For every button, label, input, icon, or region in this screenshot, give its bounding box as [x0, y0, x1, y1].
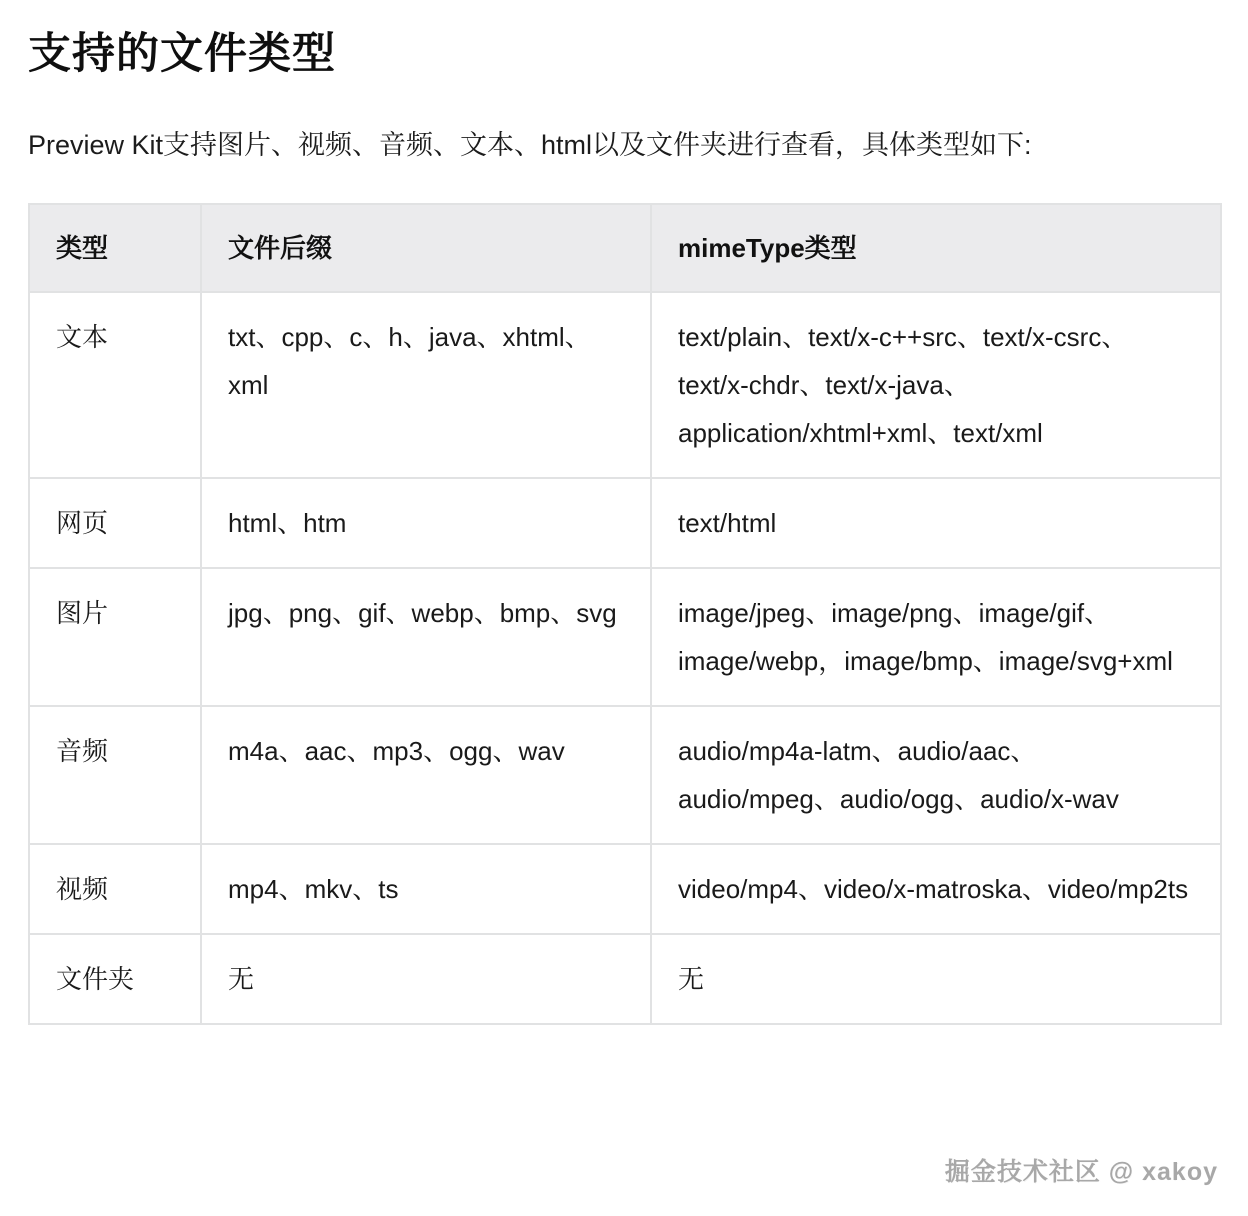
header-cell-mimetype: mimeType类型 [651, 204, 1221, 292]
table-row [29, 478, 1221, 568]
cell-mime: video/mp4、video/x-matroska、video/mp2ts [651, 844, 1221, 934]
cell-extensions: 无 [201, 934, 651, 1024]
cell-type: 网页 [29, 478, 201, 568]
cell-extensions: txt、cpp、c、h、java、xhtml、xml [201, 292, 651, 478]
cell-type: 文本 [29, 292, 201, 478]
table-row [29, 934, 1221, 1024]
table-row [29, 844, 1221, 934]
table-header [29, 204, 1221, 292]
cell-type: 文件夹 [29, 934, 201, 1024]
cell-extensions: mp4、mkv、ts [201, 844, 651, 934]
cell-mime: text/plain、text/x-c++src、text/x-csrc、text/x-chdr、text/x-java、application/xhtml+xml、text/xml [651, 292, 1221, 478]
header-cell-type: 类型 [29, 204, 201, 292]
cell-type: 视频 [29, 844, 201, 934]
cell-extensions: m4a、aac、mp3、ogg、wav [201, 706, 651, 844]
cell-extensions: html、htm [201, 478, 651, 568]
cell-mime: text/html [651, 478, 1221, 568]
cell-type: 音频 [29, 706, 201, 844]
table-header-row [29, 204, 1221, 292]
table-row [29, 292, 1221, 478]
cell-mime: image/jpeg、image/png、image/gif、image/webp，image/bmp、image/svg+xml [651, 568, 1221, 706]
header-cell-extensions: 文件后缀 [201, 204, 651, 292]
cell-extensions: jpg、png、gif、webp、bmp、svg [201, 568, 651, 706]
page-title: 支持的文件类型 [28, 30, 336, 78]
file-types-table [28, 203, 1222, 1025]
cell-mime: audio/mp4a-latm、audio/aac、audio/mpeg、audio/ogg、audio/x-wav [651, 706, 1221, 844]
table-row [29, 706, 1221, 844]
table-row [29, 568, 1221, 706]
table-body [29, 292, 1221, 1024]
cell-type: 图片 [29, 568, 201, 706]
intro-paragraph: Preview Kit支持图片、视频、音频、文本、html以及文件夹进行查看，具体类型如下: [28, 129, 1032, 160]
watermark: 掘金技术社区 @ xakoy [944, 1158, 1218, 1186]
cell-mime: 无 [651, 934, 1221, 1024]
